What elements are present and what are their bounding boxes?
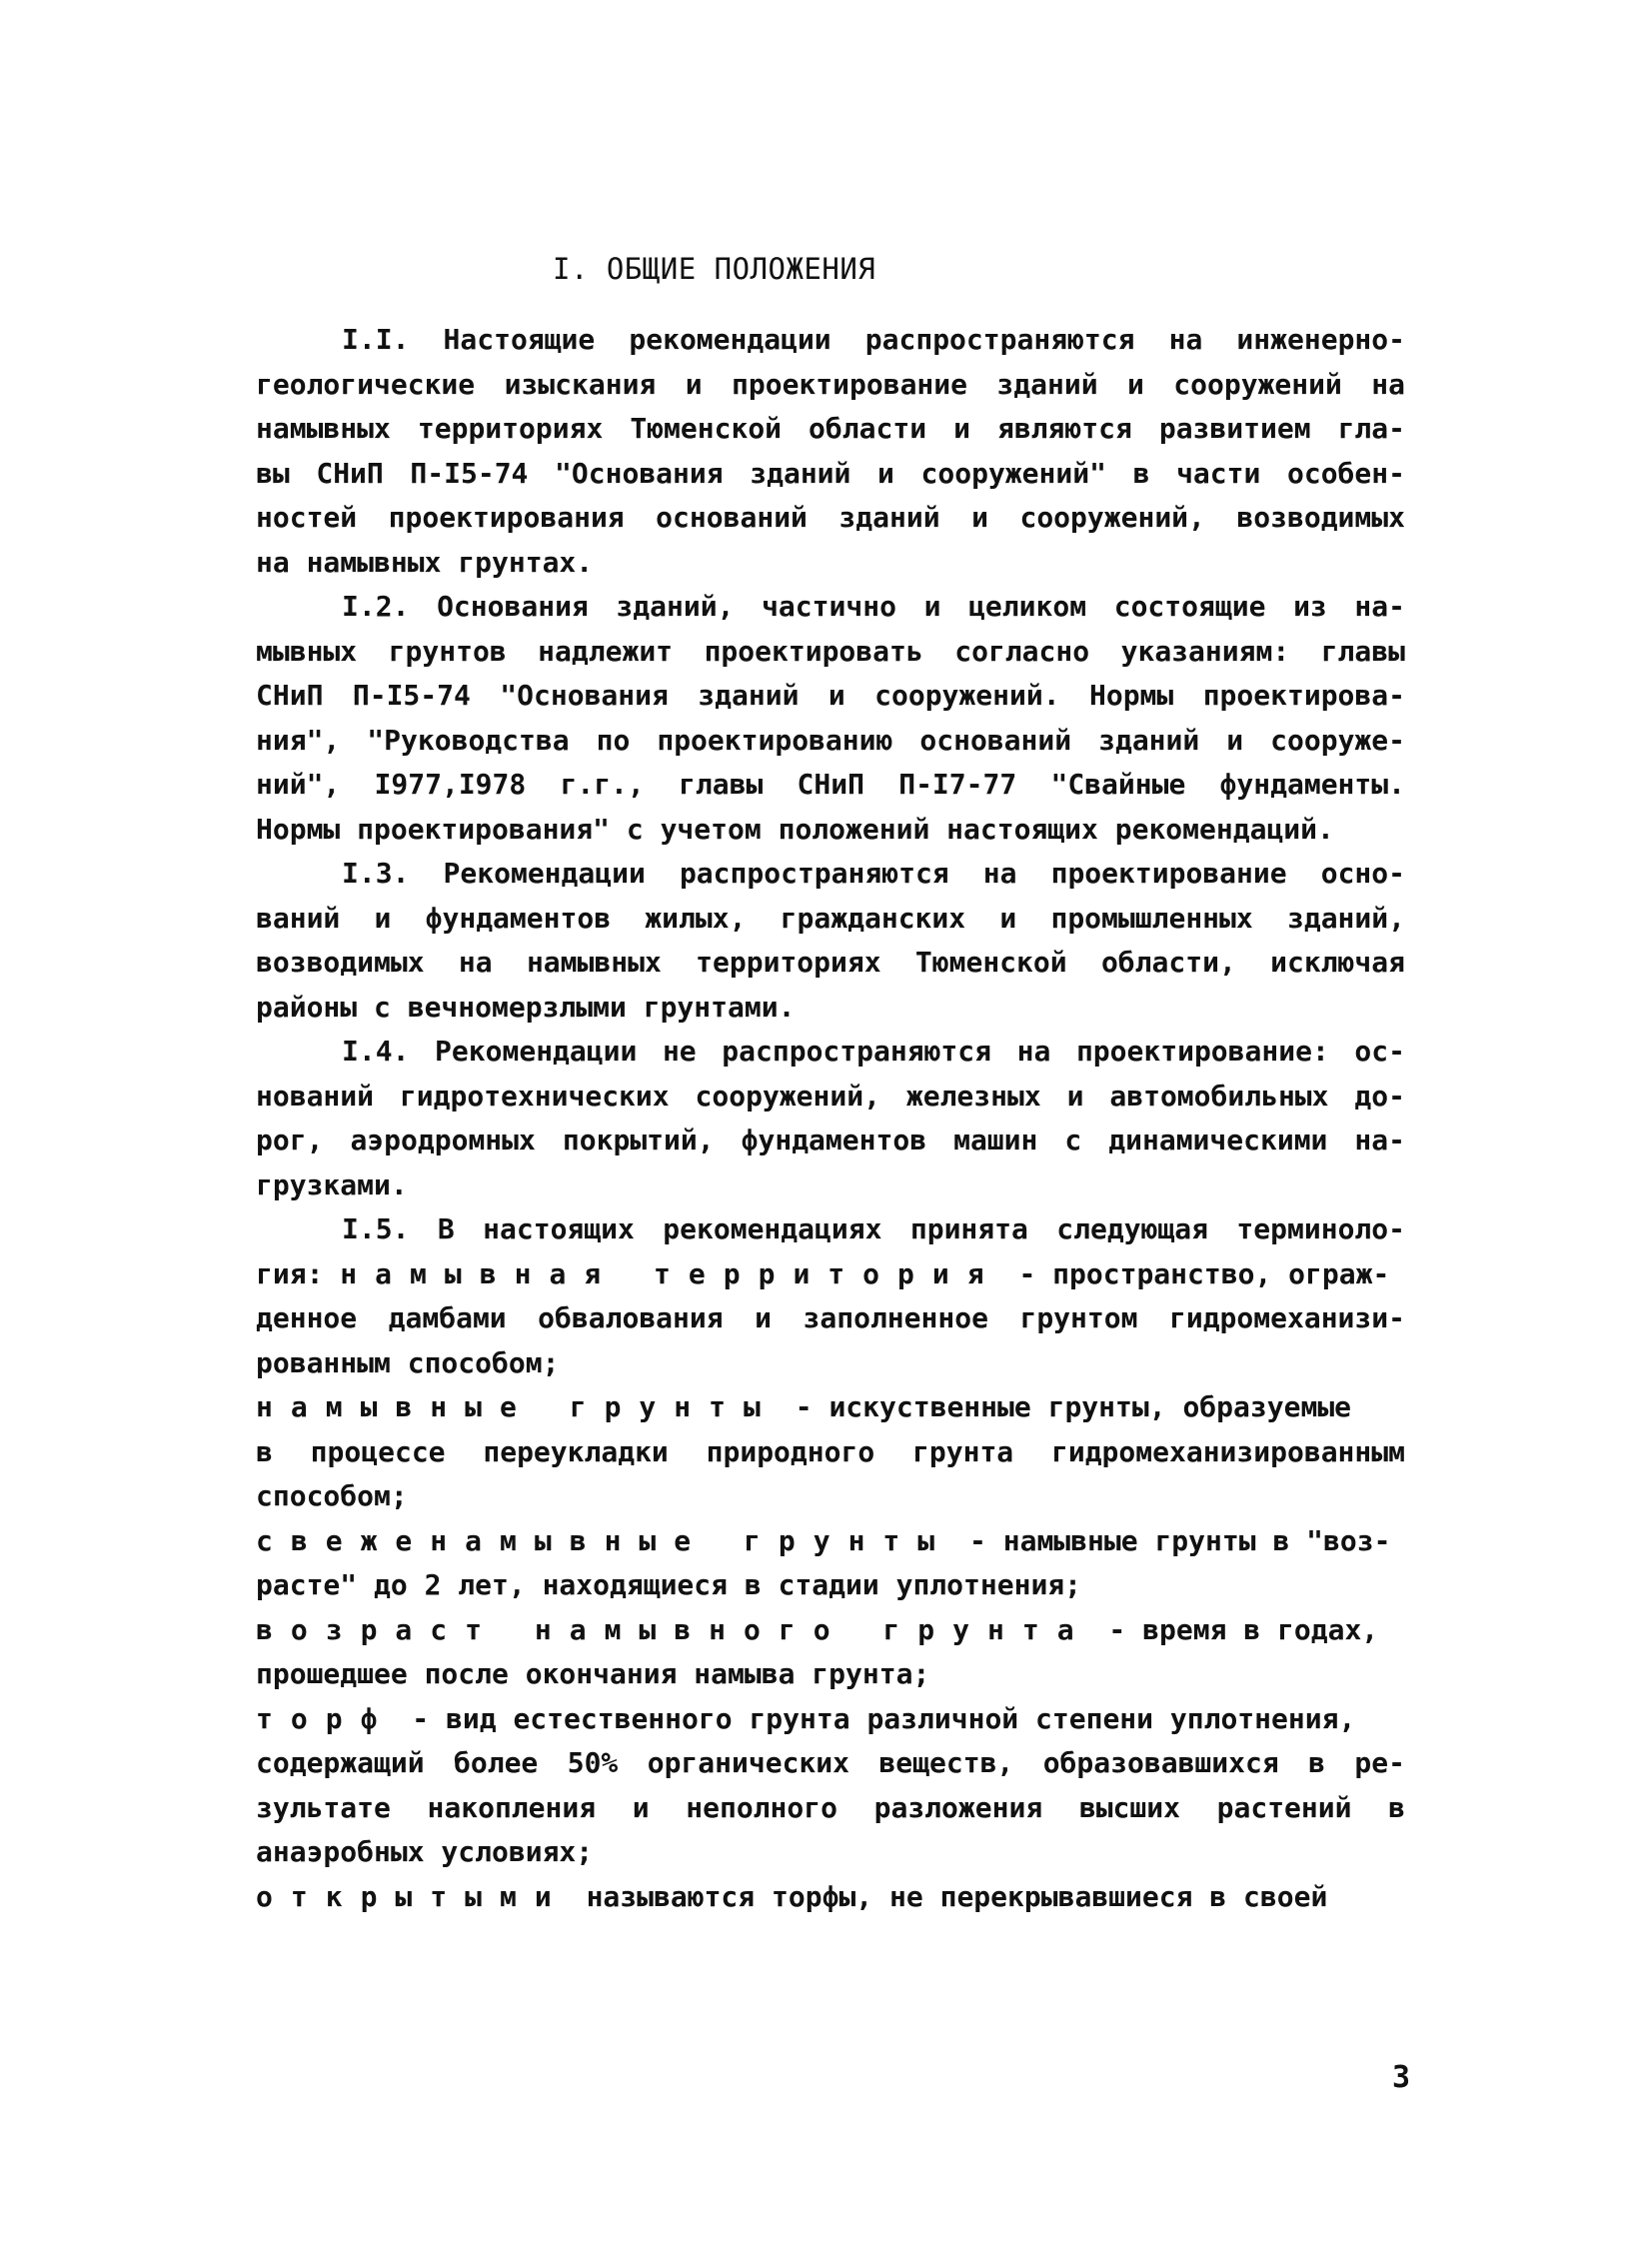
term-prefix: гия:	[256, 1256, 341, 1290]
paragraph-line: рованным способом;	[256, 1345, 560, 1379]
paragraph-line: Нормы проектирования" с учетом положений настоящих рекомендаций.	[256, 812, 1334, 846]
paragraph-line: нований гидротехнических сооружений, железных и автомобильных до-	[256, 1079, 1405, 1113]
paragraph-line: возводимых на намывных территориях Тюменской области, исключая	[256, 946, 1405, 979]
paragraph-line: рог, аэродромных покрытий, фундаментов машин с динамическими на-	[256, 1123, 1405, 1156]
term-definition: - намывные грунты в "воз-	[952, 1523, 1391, 1557]
term-line	[256, 1875, 1405, 1920]
term-line	[256, 1385, 1405, 1430]
term-line	[256, 1519, 1405, 1564]
paragraph-line: ностей проектирования оснований зданий и сооружений, возводимых	[256, 501, 1405, 534]
term-definition: - пространство, ограж-	[1001, 1256, 1390, 1290]
paragraph-line: ваний и фундаментов жилых, гражданских и промышленных зданий,	[256, 901, 1405, 935]
term-definition: - вид естественного грунта различной степени уплотнения,	[395, 1701, 1356, 1735]
paragraph-line: намывных территориях Тюменской области и являются развитием гла-	[256, 412, 1405, 445]
paragraph-line: денное дамбами обвалования и заполненное грунтом гидромеханизи-	[256, 1301, 1405, 1334]
term-definition: называются торфы, не перекрывавшиеся в своей	[569, 1879, 1328, 1913]
paragraph-line: содержащий более 50% органических веществ, образовавшихся в ре-	[256, 1746, 1405, 1779]
paragraph-line: расте" до 2 лет, находящиеся в стадии уплотнения;	[256, 1568, 1082, 1601]
paragraph-line: вы СНиП П-I5-74 "Основания зданий и сооружений" в части особен-	[256, 456, 1405, 490]
paragraph-line: I.5. В настоящих рекомендациях принята следующая терминоло-	[342, 1212, 1405, 1245]
paragraph-line: I.4. Рекомендации не распространяются на проектирование: ос-	[342, 1035, 1405, 1068]
paragraph-line: СНиП П-I5-74 "Основания зданий и сооружений. Нормы проектирова-	[256, 679, 1405, 712]
term-line	[256, 1697, 1405, 1742]
term-word: намывные грунты	[256, 1390, 779, 1423]
paragraph-line: I.3. Рекомендации распространяются на проектирование осно-	[342, 857, 1405, 890]
paragraph-line: ний", I977,I978 г.г., главы СНиП П-I7-77 "Свайные фундаменты.	[256, 768, 1405, 801]
term-word: намывная территория	[340, 1256, 1002, 1290]
section-heading: I. ОБЩИЕ ПОЛОЖЕНИЯ	[553, 252, 876, 286]
paragraph-line: прошедшее после окончания намыва грунта;	[256, 1657, 930, 1690]
term-line	[256, 1252, 1405, 1297]
term-definition: - время в годах,	[1091, 1612, 1379, 1646]
paragraph-line: зультате накопления и неполного разложения высших растений в	[256, 1790, 1405, 1824]
paragraph-line: грузками.	[256, 1167, 408, 1201]
page-number: 3	[1392, 2060, 1411, 2095]
term-line	[256, 1608, 1405, 1653]
term-word: торф	[256, 1701, 396, 1735]
body-text	[256, 318, 1405, 1919]
paragraph-line: в процессе переукладки природного грунта гидромеханизированным	[256, 1434, 1405, 1468]
paragraph-line: ния", "Руководства по проектированию оснований зданий и сооруже-	[256, 723, 1405, 757]
term-word: открытыми	[256, 1879, 570, 1913]
paragraph-line: районы с вечномерзлыми грунтами.	[256, 990, 796, 1024]
term-word: свеженамывные грунты	[256, 1523, 953, 1557]
term-definition: - искуственные грунты, образуемые	[778, 1390, 1352, 1423]
paragraph-line: геологические изыскания и проектирование зданий и сооружений на	[256, 367, 1405, 401]
paragraph-line: способом;	[256, 1479, 408, 1512]
paragraph-line: I.2. Основания зданий, частично и целиком состоящие из на-	[342, 590, 1405, 623]
term-word: возраст намывного грунта	[256, 1612, 1092, 1646]
paragraph-line: I.I. Настоящие рекомендации распространяются на инженерно-	[342, 323, 1405, 356]
paragraph-line: на намывных грунтах.	[256, 545, 594, 579]
paragraph-line: анаэробных условиях;	[256, 1835, 594, 1868]
paragraph-line: мывных грунтов надлежит проектировать согласно указаниям: главы	[256, 634, 1405, 668]
